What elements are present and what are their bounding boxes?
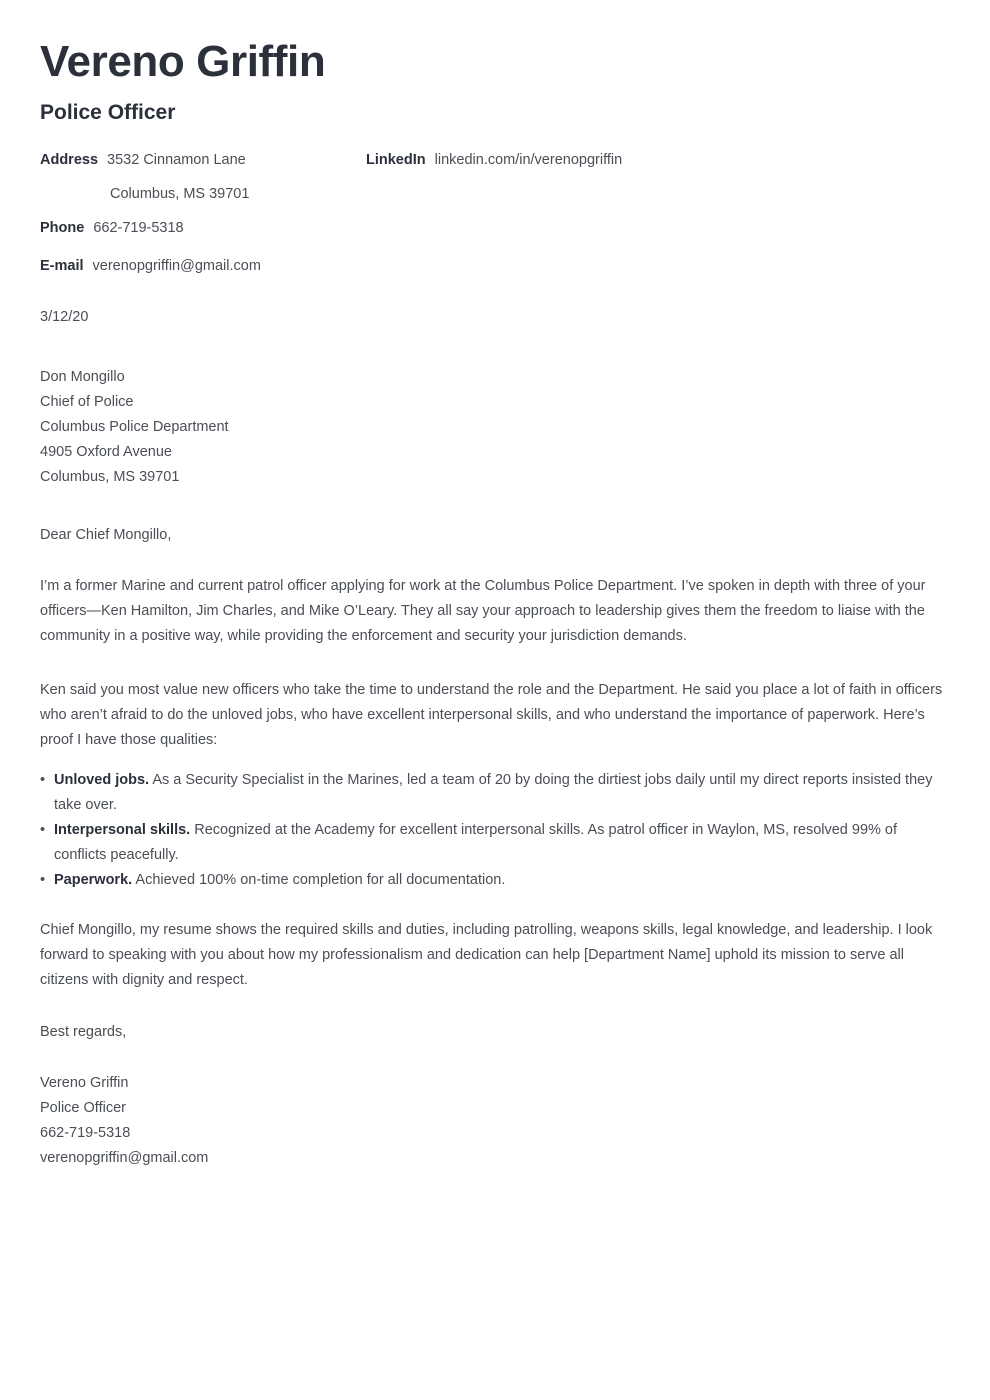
list-item-text: Recognized at the Academy for excellent interpersonal skills. As patrol officer in Waylon, MS, resolved 99% of conflicts peacefully.: [54, 821, 898, 863]
list-item-lead: Unloved jobs.: [54, 771, 150, 788]
contact-phone: [40, 218, 370, 238]
list-item-lead: Interpersonal skills.: [54, 821, 191, 838]
salutation: Dear Chief Mongillo,: [40, 527, 172, 543]
recipient-title: Chief of Police: [40, 394, 134, 410]
body-paragraph-3: Chief Mongillo, my resume shows the required skills and duties, including patrolling, weapons skills, legal knowledge, and leadership. I look forward to speaking with you about how my professionalism and dedication can help [Department Name] uphold its mission to serve all citizens with dignity and respect.: [40, 921, 933, 988]
body-paragraph-2: Ken said you most value new officers who take the time to understand the role and the Department. He said you place a lot of faith in officers who aren’t afraid to do the unloved jobs, who have excellent interpersonal skills, and who understand the importance of paperwork. Here’s proof I have those qualities:: [40, 682, 943, 748]
job-title: Police Officer: [40, 101, 176, 124]
address-line-1: 3532 Cinnamon Lane: [107, 152, 246, 168]
signature-block: [40, 1071, 950, 1171]
qualities-list: [40, 768, 948, 893]
list-item: [40, 818, 948, 868]
address-label: Address: [40, 152, 99, 168]
email-value[interactable]: verenopgriffin@gmail.com: [92, 258, 261, 274]
signature-phone[interactable]: 662-719-5318: [40, 1124, 131, 1141]
list-item: [40, 868, 948, 893]
signature-name: Vereno Griffin: [40, 1074, 129, 1091]
linkedin-label: LinkedIn: [366, 152, 426, 168]
recipient-organization: Columbus Police Department: [40, 419, 229, 435]
contact-email: [40, 256, 370, 276]
contact-details: [40, 150, 950, 276]
signature-email[interactable]: verenopgriffin@gmail.com: [40, 1149, 209, 1166]
phone-value[interactable]: 662-719-5318: [93, 220, 184, 236]
letter-date: 3/12/20: [40, 309, 89, 325]
list-item-text: As a Security Specialist in the Marines, led a team of 20 by doing the dirtiest jobs daily until my direct reports insisted they take over.: [54, 771, 933, 813]
list-item-text: Achieved 100% on-time completion for all documentation.: [135, 871, 506, 888]
body-paragraph-1: I’m a former Marine and current patrol officer applying for work at the Columbus Police Department. I’ve spoken in depth with three of your officers—Ken Hamilton, Jim Charles, and Mike O’Leary. They all say your approach to leadership gives them the freedom to liaise with the community in a positive way, while providing the enforcement and security your jurisdiction demands.: [40, 578, 926, 644]
address-line-2: Columbus, MS 39701: [110, 186, 250, 202]
phone-label: Phone: [40, 220, 85, 236]
email-label: E-mail: [40, 258, 84, 274]
contact-left-column: [40, 150, 370, 276]
recipient-city: Columbus, MS 39701: [40, 469, 180, 485]
contact-address: [40, 150, 370, 204]
recipient-street: 4905 Oxford Avenue: [40, 444, 172, 460]
list-item: [40, 768, 948, 818]
list-item-lead: Paperwork.: [54, 871, 133, 888]
signature-title: Police Officer: [40, 1099, 126, 1116]
recipient-block: [40, 365, 950, 490]
contact-linkedin: [366, 150, 622, 170]
linkedin-value[interactable]: linkedin.com/in/verenopgriffin: [434, 152, 623, 168]
recipient-name: Don Mongillo: [40, 369, 125, 385]
signoff: Best regards,: [40, 1023, 127, 1040]
page-title: Vereno Griffin: [40, 37, 326, 86]
